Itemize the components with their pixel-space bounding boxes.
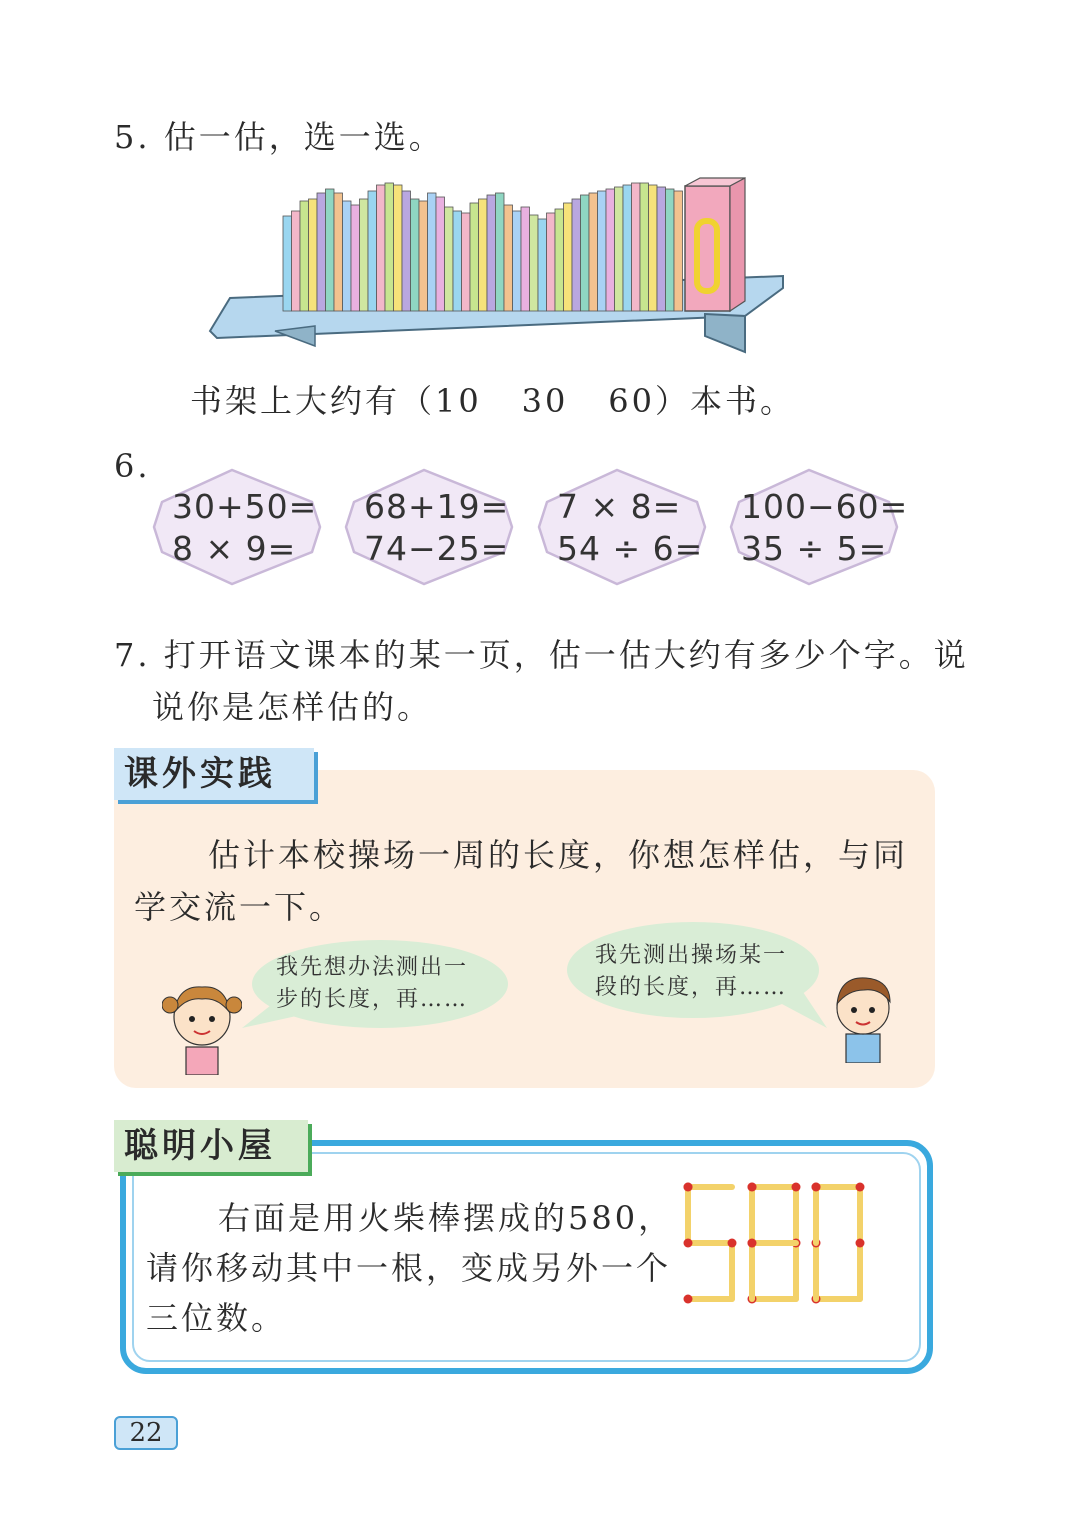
bubble-left-line-2: 步的长度，再…… xyxy=(276,987,469,1012)
hexagon-card-4 xyxy=(729,467,909,587)
match-head xyxy=(792,1183,801,1192)
hexagon-4-line-1: 100−60= xyxy=(741,487,909,526)
book-spine xyxy=(283,216,292,311)
book-spine xyxy=(402,191,411,311)
book-spine xyxy=(377,185,386,311)
page-number: 22 xyxy=(114,1416,178,1450)
boy-character-illustration xyxy=(828,968,898,1063)
hexagon-card-3 xyxy=(537,467,709,587)
book-spine xyxy=(419,201,428,311)
question-5-sentence xyxy=(190,376,795,422)
sentence-suffix: ）本书。 xyxy=(655,382,796,420)
book-spine xyxy=(581,195,590,311)
book-spine xyxy=(479,199,488,311)
book-spine xyxy=(564,203,573,311)
match-head xyxy=(812,1183,821,1192)
book-spine xyxy=(598,191,607,311)
hexagon-3-line-1: 7 × 8= xyxy=(557,487,682,526)
book-spine xyxy=(530,215,539,311)
book-spine xyxy=(674,191,683,311)
book-spine xyxy=(343,201,352,311)
question-5-title: 5. 估一估，选一选。 xyxy=(114,118,444,156)
book-spine xyxy=(436,197,445,311)
book-spine xyxy=(632,183,641,311)
smart-line-3: 三位数。 xyxy=(146,1299,287,1337)
match-head xyxy=(684,1239,693,1248)
sentence-prefix: 书架上大约有（ xyxy=(190,382,436,420)
hexagon-3-line-2: 54 ÷ 6= xyxy=(557,529,704,568)
girl-character-illustration xyxy=(162,975,242,1075)
smart-line-2: 请你移动其中一根，变成另外一个 xyxy=(146,1249,672,1287)
book-spine xyxy=(572,199,581,311)
book-spine xyxy=(606,189,615,311)
book-spine xyxy=(309,199,318,311)
book-spine xyxy=(470,203,479,311)
book-spine xyxy=(300,201,309,311)
book-spine xyxy=(589,193,598,311)
matchstick-580-illustration xyxy=(678,1175,878,1315)
book-spine xyxy=(538,219,547,311)
book-spine xyxy=(547,213,556,311)
book-spine xyxy=(666,189,675,311)
book-spine xyxy=(385,183,394,311)
match-head xyxy=(856,1239,865,1248)
speech-bubble-left xyxy=(240,938,510,1030)
book-spine xyxy=(649,185,658,311)
hexagon-card-1 xyxy=(152,467,324,587)
book-spine xyxy=(411,199,420,311)
question-7-line-1: 7. 打开语文课本的某一页，估一估大约有多少个字。说 xyxy=(114,636,969,674)
option-30: 30 xyxy=(521,382,569,420)
option-60: 60 xyxy=(608,382,656,420)
book-spine xyxy=(334,193,343,311)
book-spine xyxy=(428,193,437,311)
book-spine xyxy=(368,191,377,311)
match-head xyxy=(748,1183,757,1192)
match-head xyxy=(728,1239,737,1248)
bookshelf-illustration xyxy=(205,176,790,354)
match-head xyxy=(684,1183,693,1192)
match-head xyxy=(684,1295,693,1304)
smart-tab: 聪明小屋 xyxy=(114,1120,308,1172)
book-spine xyxy=(487,195,496,311)
hexagon-1-line-1: 30+50= xyxy=(172,487,318,526)
smart-line-1: 右面是用火柴棒摆成的580， xyxy=(218,1199,674,1237)
bubble-right-line-2: 段的长度，再…… xyxy=(595,975,788,1000)
option-10: 10 xyxy=(435,382,482,420)
hexagon-2-line-1: 68+19= xyxy=(364,487,510,526)
book-spine xyxy=(521,207,530,311)
practice-line-2: 学交流一下。 xyxy=(134,888,345,926)
book-spine xyxy=(496,193,505,311)
match-head xyxy=(856,1183,865,1192)
book-spine xyxy=(504,205,513,311)
practice-tab: 课外实践 xyxy=(114,748,314,800)
question-6-number: 6. xyxy=(114,447,151,485)
book-spine xyxy=(453,211,462,311)
book-spine xyxy=(360,199,369,311)
bubble-right-line-1: 我先测出操场某一 xyxy=(595,943,788,968)
hexagon-4-line-2: 35 ÷ 5= xyxy=(741,529,888,568)
book-spine xyxy=(326,189,335,311)
book-spine xyxy=(292,211,301,311)
question-7-line-2: 说你是怎样估的。 xyxy=(152,688,433,726)
book-spine xyxy=(351,205,360,311)
book-spine xyxy=(445,207,454,311)
match-head xyxy=(748,1239,757,1248)
book-spine xyxy=(555,209,564,311)
speech-bubble-right xyxy=(565,920,830,1030)
practice-line-1: 估计本校操场一周的长度，你想怎样估，与同 xyxy=(208,836,909,874)
book-spine xyxy=(513,211,522,311)
book-spine xyxy=(462,213,471,311)
book-spine xyxy=(623,185,632,311)
book-spine xyxy=(615,187,624,311)
book-spine xyxy=(317,193,326,311)
hexagon-1-line-2: 8 × 9= xyxy=(172,529,297,568)
hexagon-card-2 xyxy=(344,467,516,587)
book-spine xyxy=(657,187,666,311)
bubble-left-line-1: 我先想办法测出一 xyxy=(276,955,469,980)
book-spine xyxy=(394,185,403,311)
hexagon-2-line-2: 74−25= xyxy=(364,529,510,568)
book-spine xyxy=(640,183,649,311)
